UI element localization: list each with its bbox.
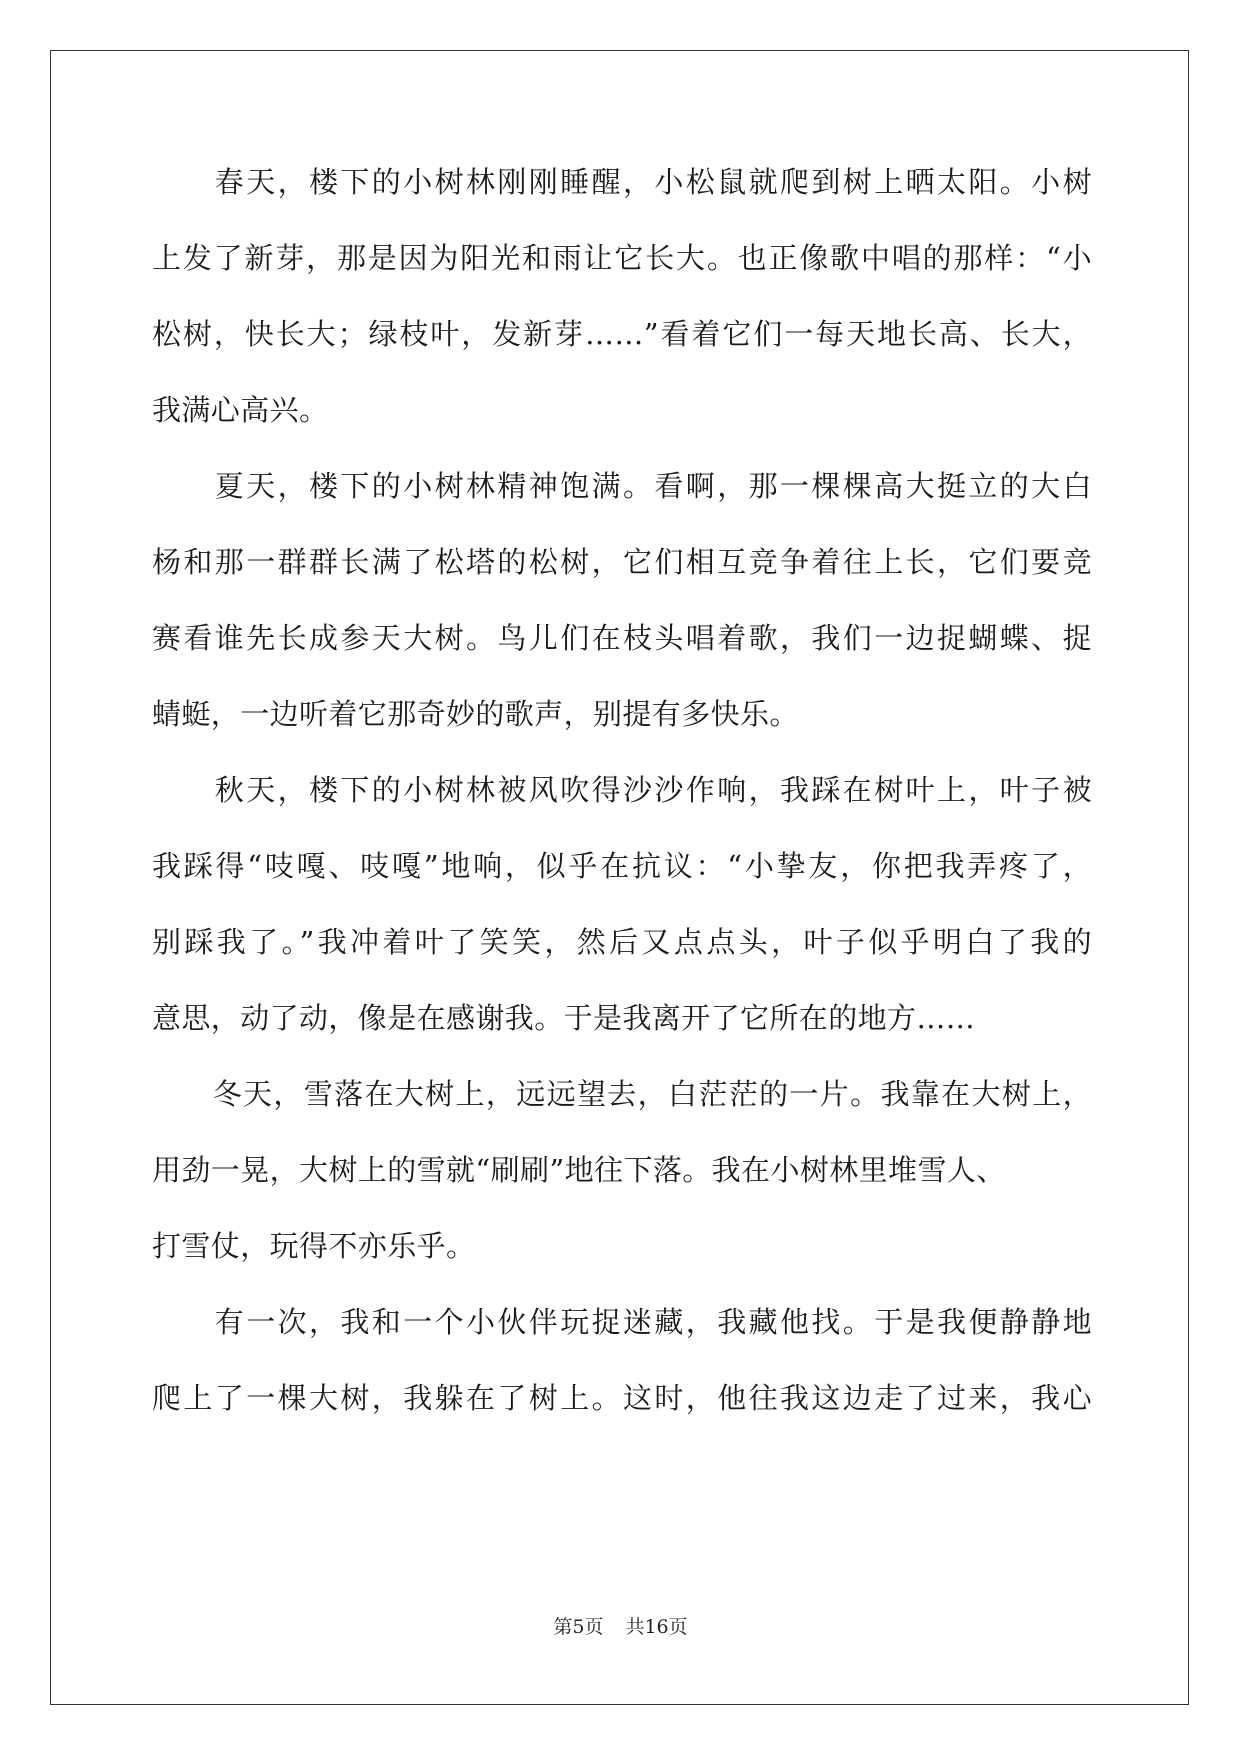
text-line: 爬上了一棵大树，我躲在了树上。这时，他往我这边走了过来，我心	[152, 1381, 1092, 1415]
page-footer	[0, 1612, 1241, 1639]
text-line: 打雪仗，玩得不亦乐乎。	[152, 1229, 476, 1263]
page-number: 第5页	[553, 1616, 604, 1638]
text-line: 蜻蜓，一边听着它那奇妙的歌声，别提有多快乐。	[152, 697, 799, 731]
text-line: 夏天，楼下的小树林精神饱满。看啊，那一棵棵高大挺立的大白	[152, 469, 1092, 503]
text-line: 松树，快长大；绿枝叶，发新芽……”看着它们一每天地长高、长大，	[152, 317, 1092, 351]
text-line: 我满心高兴。	[152, 393, 329, 427]
text-line: 杨和那一群群长满了松塔的松树，它们相互竞争着往上长，它们要竞	[152, 545, 1092, 579]
page-total: 共16页	[625, 1616, 688, 1638]
text-line: 秋天，楼下的小树林被风吹得沙沙作响，我踩在树叶上，叶子被	[152, 773, 1092, 807]
text-line: 我踩得“吱嘎、吱嘎”地响，似乎在抗议：“小挚友，你把我弄疼了，	[152, 849, 1092, 883]
text-line: 赛看谁先长成参天大树。鸟儿们在枝头唱着歌，我们一边捉蝴蝶、捉	[152, 621, 1092, 655]
text-line: 上发了新芽，那是因为阳光和雨让它长大。也正像歌中唱的那样：“小	[152, 241, 1092, 275]
text-line: 有一次，我和一个小伙伴玩捉迷藏，我藏他找。于是我便静静地	[152, 1305, 1092, 1339]
text-line: 别踩我了。”我冲着叶了笑笑，然后又点点头，叶子似乎明白了我的	[152, 925, 1092, 959]
text-line: 春天，楼下的小树林刚刚睡醒，小松鼠就爬到树上晒太阳。小树	[152, 165, 1092, 199]
text-line: 用劲一晃，大树上的雪就“刷刷”地往下落。我在小树林里堆雪人、	[152, 1153, 1006, 1187]
text-line: 意思，动了动，像是在感谢我。于是我离开了它所在的地方……	[152, 1001, 976, 1035]
text-line: 冬天，雪落在大树上，远远望去，白茫茫的一片。我靠在大树上，	[152, 1077, 1092, 1111]
